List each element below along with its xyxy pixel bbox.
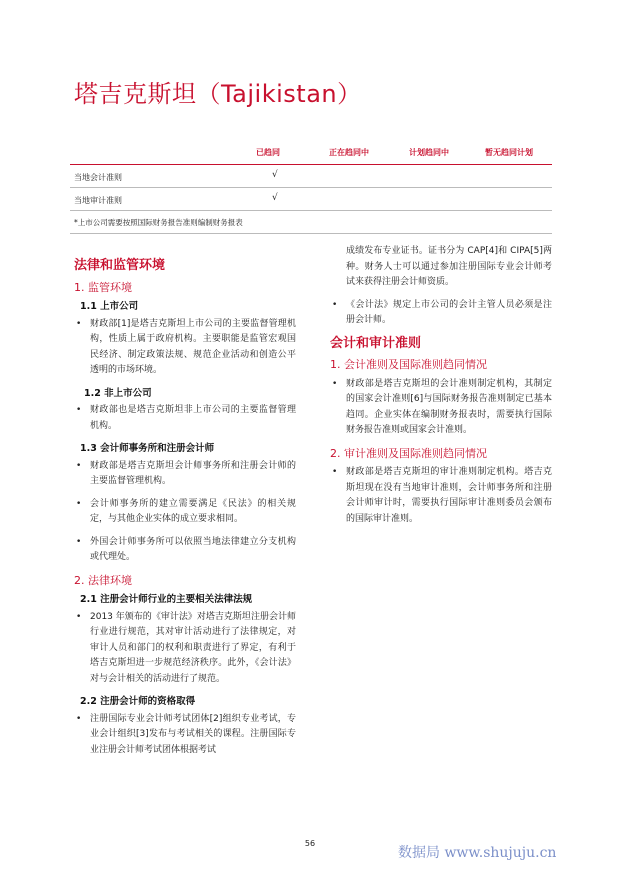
table-note-text: *上市公司需要按照国际财务报告准则编制财务报表 [74,218,243,227]
bullet-icon: • [76,405,82,415]
bullet-icon: • [76,460,82,471]
bullet-item [74,712,296,759]
bullet-item [74,317,296,379]
table-note [70,211,552,234]
row-label: 当地会计准则 [74,173,122,182]
bullet-icon: • [332,467,338,477]
bullet-icon: • [76,536,82,547]
bullet-text: 2013 年颁布的《审计法》对塔吉克斯坦注册会计师行业进行规范，其对审计活动进行了法律规定，对审计人员和部门的权利和职责进行了界定，有利于塔吉克斯坦进一步规范经济秩序。此外，《会计法》对与会计相关的活动进行了规范。 [90,611,296,684]
header-planned: 计划趋同中 [409,148,449,157]
bullet-text: 财政部是塔吉克斯坦的会计准则制定机构，其制定的国家会计准则[6]与国际财务报告准则制定已基本趋同。企业实体在编制财务报表时，需要执行国际财务报告准则或国家会计准则。 [346,378,552,435]
section-title: 2. 法律环境 [74,573,132,587]
bullet-text: 财政部是塔吉克斯坦的审计准则制定机构。塔吉克斯坦现在没有当地审计准则，会计师事务所和注册会计师审计时，需要执行国际审计准则委员会颁布的国际审计准则。 [346,467,552,524]
watermark: 数据局 www.shujuju.cn [398,845,557,861]
left-column [74,258,296,765]
page-title: 塔吉克斯坦（Tajikistan） [74,80,362,108]
header-no-plan: 暂无趋同计划 [485,148,533,157]
bullet-text: 《会计法》规定上市公司的会计主管人员必须是注册会计师。 [346,299,552,325]
check-mark: √ [272,170,278,180]
bullet-text: 财政部也是塔吉克斯坦非上市公司的主要监督管理机构。 [90,405,296,431]
section-title: 1. 监管环境 [74,280,132,294]
bullet-item [74,459,296,490]
table-row [70,188,552,211]
bullet-icon: • [332,378,338,389]
bullet-icon: • [332,299,338,310]
bullet-item [74,535,296,566]
heading-standards: 会计和审计准则 [330,335,422,351]
continued-text: 成绩发布专业证书。证书分为 CAP[4]和 CIPA[5]两种。财务人士可以通过参加注册国际专业会计师考试来获得注册会计师资质。 [346,246,552,287]
bullet-icon: • [76,713,82,724]
table-header [70,144,552,165]
convergence-table [70,144,552,234]
bullet-text: 注册国际专业会计师考试团体[2]组织专业考试，专业会计组织[3]发布与考试相关的课程。注册国际专业注册会计师考试团体根据考试 [90,713,296,755]
bullet-item [74,610,296,688]
bullet-icon: • [76,498,82,509]
bullet-item [330,465,552,527]
header-converging: 正在趋同中 [329,148,369,157]
section-title: 1. 会计准则及国际准则趋同情况 [330,358,487,371]
subsection-title: 1.2 非上市公司 [84,387,152,399]
bullet-item [330,377,552,439]
subsection-title: 2.2 注册会计师的资格取得 [80,696,196,707]
heading-legal: 法律和监管环境 [74,258,166,273]
subsection-title: 2.1 注册会计师行业的主要相关法律法规 [80,594,253,605]
subsection-title: 1.3 会计师事务所和注册会计师 [80,443,215,454]
check-mark: √ [272,193,278,203]
table-row [70,165,552,188]
bullet-icon: • [76,611,82,622]
bullet-text: 财政部[1]是塔吉克斯坦上市公司的主要监督管理机构，性质上属于政府机构。主要职能是监管宏观国民经济、制定政策法规、规范企业活动和创造公平透明的市场环境。 [90,318,296,375]
bullet-text: 财政部是塔吉克斯坦会计师事务所和注册会计师的主要监督管理机构。 [90,460,296,486]
bullet-icon: • [76,318,82,329]
right-column [330,244,552,534]
row-label: 当地审计准则 [74,196,122,205]
header-converged: 已趋同 [256,148,280,157]
subsection-title: 1.1 上市公司 [80,301,139,312]
page-number: 56 [304,839,316,848]
bullet-item [74,403,296,434]
bullet-item [74,497,296,528]
bullet-text: 外国会计师事务所可以依照当地法律建立分支机构或代理处。 [90,536,296,562]
bullet-text: 会计师事务所的建立需要满足《民法》的相关规定，与其他企业实体的成立要求相同。 [90,498,296,524]
section-title: 2. 审计准则及国际准则趋同情况 [330,446,487,460]
bullet-item [330,298,552,329]
